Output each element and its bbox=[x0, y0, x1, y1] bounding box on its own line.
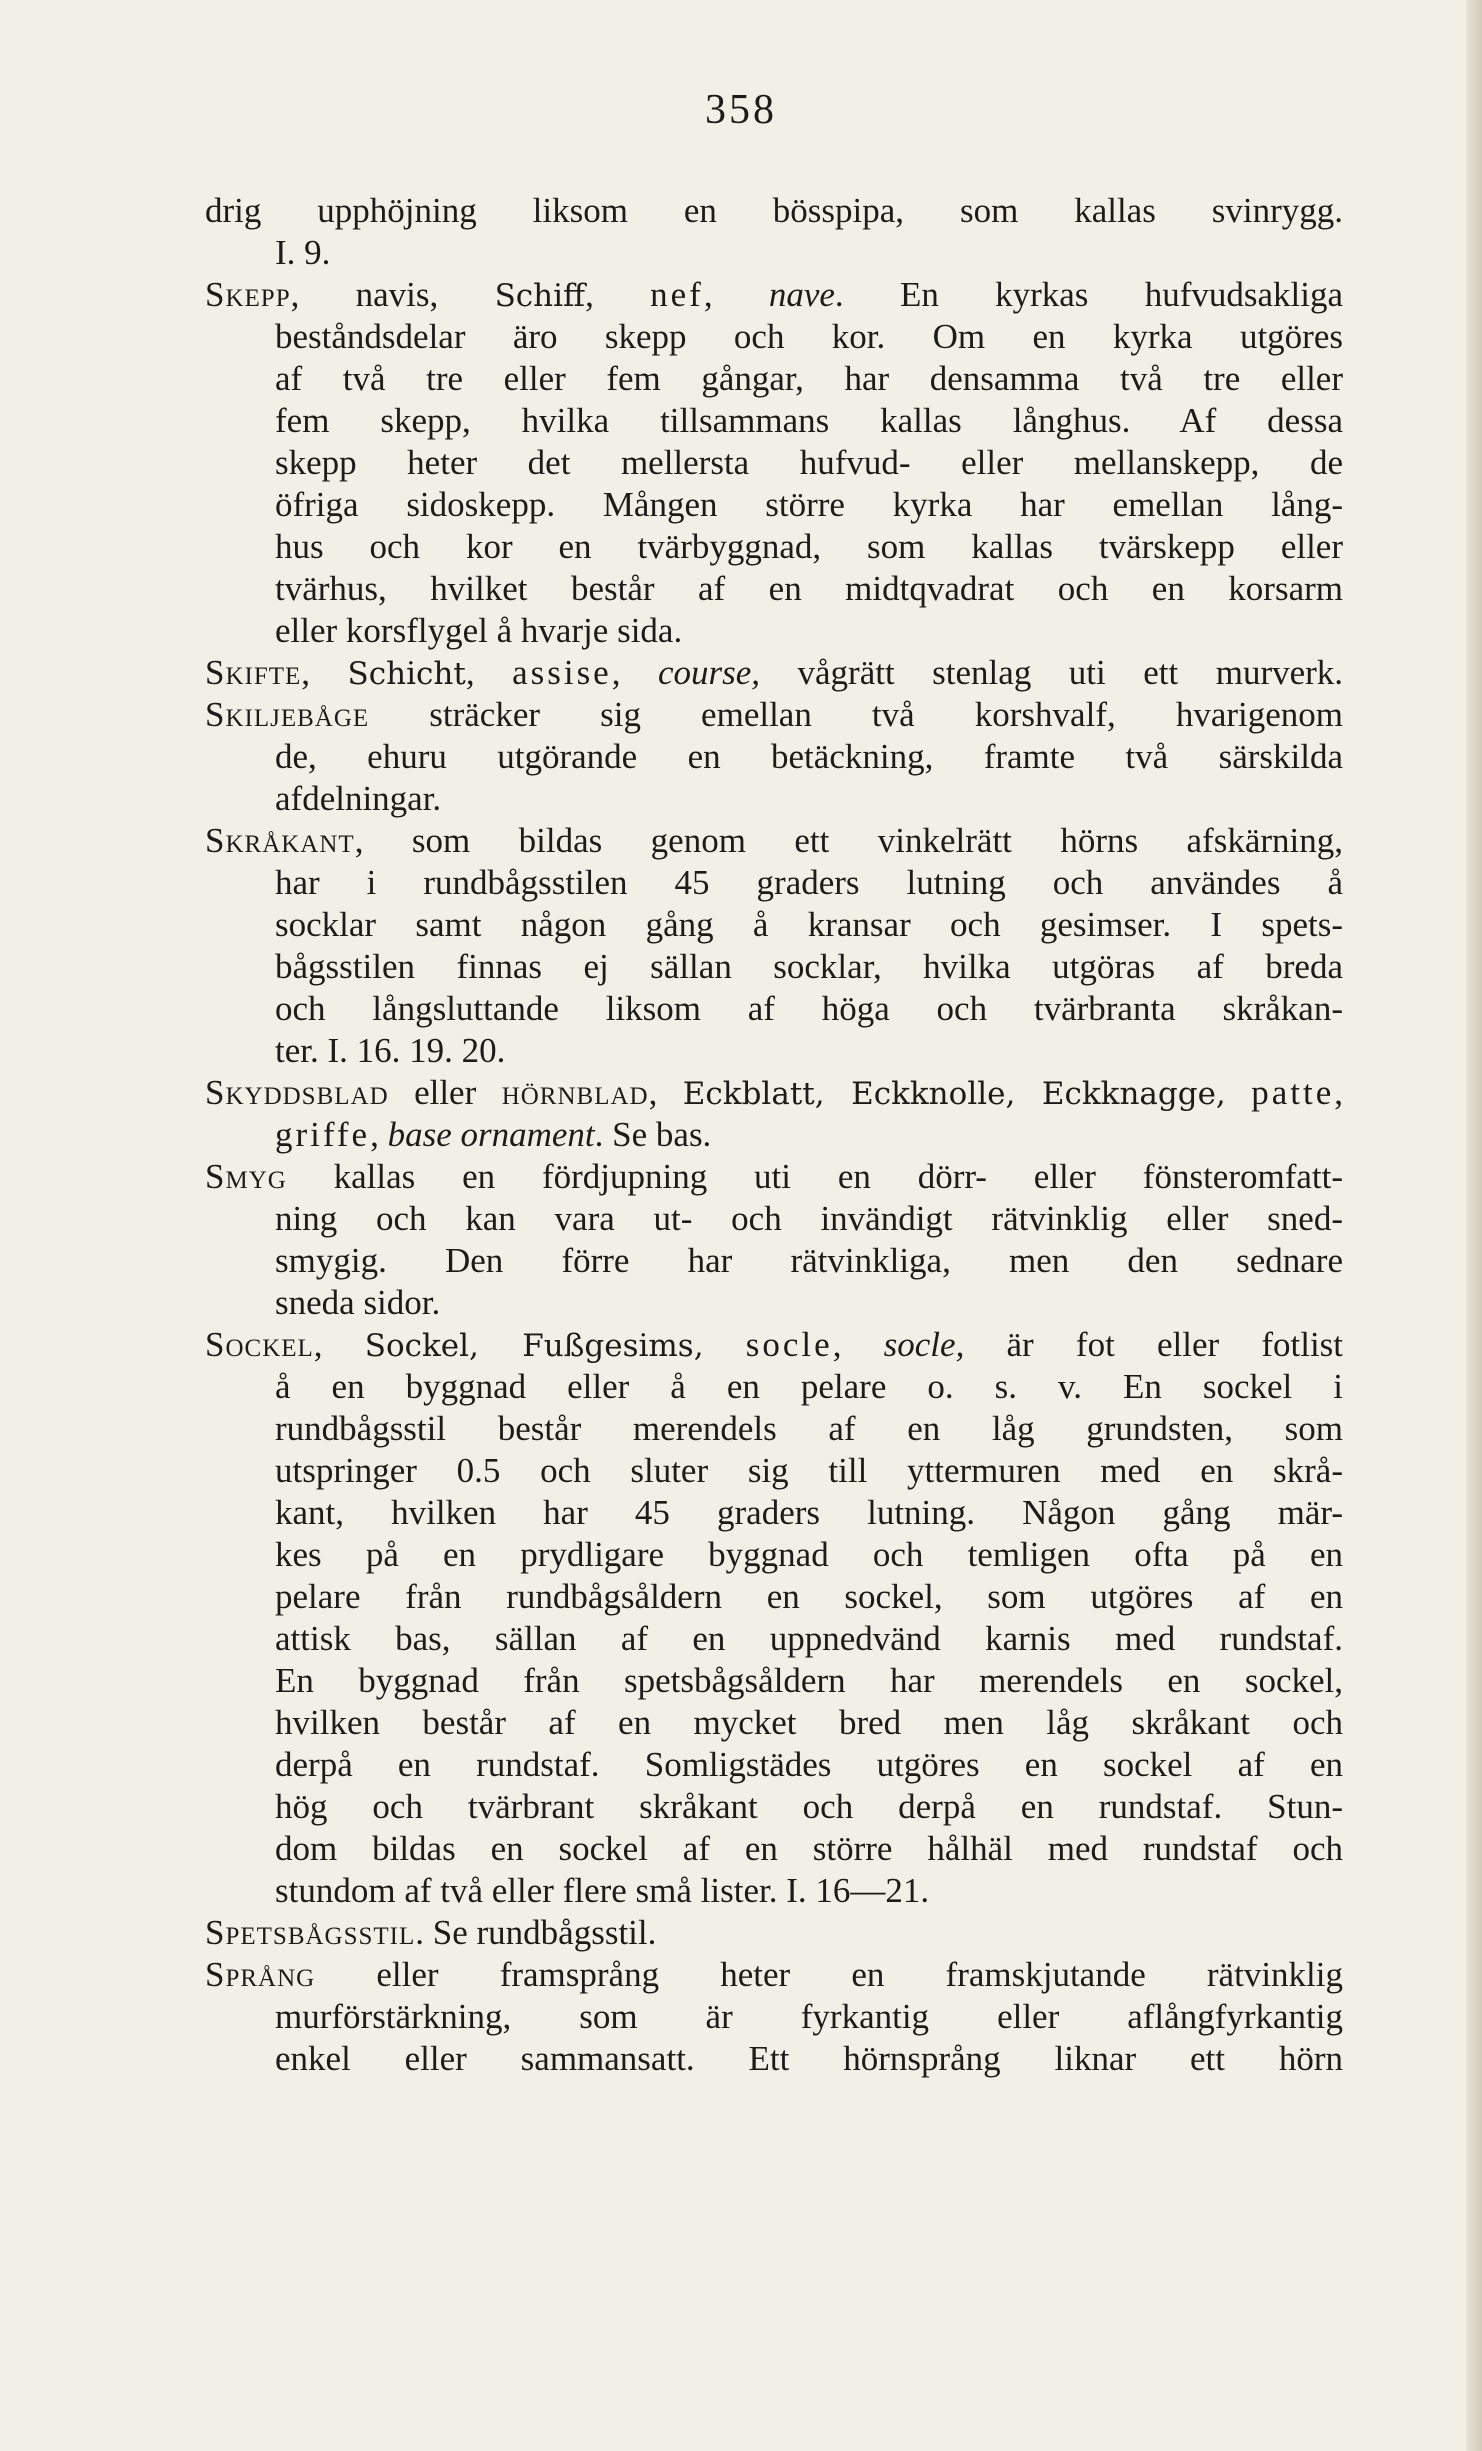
entry-sprang: Språng eller framsprång heter en framskjutande rätvinklig bbox=[205, 1955, 1343, 1994]
page-edge-shadow bbox=[1466, 0, 1482, 2451]
entry-skepp: Skepp, navis, Schiff, nef, nave. En kyrkas hufvudsakliga bbox=[205, 275, 1343, 314]
text-line: hvilken består af en mycket bred men låg skråkant och bbox=[275, 1703, 1343, 1742]
headword: Skyddsblad bbox=[205, 1073, 389, 1112]
entry-skrakant: Skråkant, som bildas genom ett vinkelrätt hörns afskärning, bbox=[205, 821, 1343, 860]
text-line: attisk bas, sällan af en uppnedvänd karnis med rundstaf. bbox=[275, 1619, 1343, 1658]
german-term: Schicht bbox=[347, 656, 466, 692]
text-line: och långsluttande liksom af höga och tvärbranta skråkan- bbox=[275, 989, 1343, 1028]
text-line: socklar samt någon gång å kransar och gesimser. I spets- bbox=[275, 905, 1343, 944]
entry-skifte: Skifte, Schicht, assise, course, vågrätt stenlag uti ett murverk. bbox=[205, 653, 1343, 692]
headword: Skifte bbox=[205, 653, 302, 692]
text-line: öfriga sidoskepp. Mången större kyrka har emellan lång- bbox=[275, 485, 1343, 524]
body-text bbox=[205, 190, 1343, 2080]
text-line: En byggnad från spetsbågsåldern har merendels en sockel, bbox=[275, 1661, 1343, 1700]
text-line: fem skepp, hvilka tillsammans kallas långhus. Af dessa bbox=[275, 401, 1343, 440]
text-line: I. 9. bbox=[275, 233, 331, 272]
text-line: rundbågsstil består merendels af en låg grundsten, som bbox=[275, 1409, 1343, 1448]
headword: Sockel bbox=[205, 1325, 314, 1364]
text-line: stundom af två eller flere små lister. I. 16—21. bbox=[275, 1871, 930, 1910]
text-line: ning och kan vara ut- och invändigt rätvinklig eller sned- bbox=[275, 1199, 1343, 1238]
english-term: nave bbox=[768, 275, 835, 314]
text-line: kes på en prydligare byggnad och temligen ofta på en bbox=[275, 1535, 1343, 1574]
text-line: å en byggnad eller å en pelare o. s. v. En sockel i bbox=[275, 1367, 1343, 1406]
text-line: hus och kor en tvärbyggnad, som kallas tvärskepp eller bbox=[275, 527, 1343, 566]
text-line: afdelningar. bbox=[275, 779, 442, 818]
german-term: Eckblatt, Eckknolle, Eckknagge, bbox=[682, 1076, 1226, 1112]
headword: Skepp bbox=[205, 275, 291, 314]
headword: Smyg bbox=[205, 1157, 287, 1196]
text-line: drig upphöjning liksom en bösspipa, som kallas svinrygg. bbox=[205, 191, 1343, 230]
text-line: sneda sidor. bbox=[275, 1283, 441, 1322]
text-line: eller korsflygel å hvarje sida. bbox=[275, 611, 683, 650]
french-term: assise bbox=[512, 653, 612, 692]
french-term: socle bbox=[745, 1325, 833, 1364]
german-term: Sockel, Fußgesims, bbox=[364, 1328, 704, 1364]
headword-alt: hörnblad bbox=[501, 1073, 649, 1112]
text-line: murförstärkning, som är fyrkantig eller aflångfyrkantig bbox=[275, 1997, 1343, 2036]
text-line: har i rundbågsstilen 45 graders lutning och användes å bbox=[275, 863, 1343, 902]
french-term: nef bbox=[650, 275, 704, 314]
text-line: enkel eller sammansatt. Ett hörnsprång liknar ett hörn bbox=[275, 2039, 1343, 2078]
english-term: base ornament bbox=[387, 1115, 595, 1154]
text-line: bågsstilen finnas ej sällan socklar, hvilka utgöras af breda bbox=[275, 947, 1343, 986]
headword: Skråkant bbox=[205, 821, 355, 860]
text-line: hög och tvärbrant skråkant och derpå en rundstaf. Stun- bbox=[275, 1787, 1343, 1826]
headword: Spetsbågsstil bbox=[205, 1913, 416, 1952]
text-line: utspringer 0.5 och sluter sig till yttermuren med en skrå- bbox=[275, 1451, 1343, 1490]
text-line: kant, hvilken har 45 graders lutning. Någon gång mär- bbox=[275, 1493, 1343, 1532]
entry-skyddsblad: Skyddsblad eller hörnblad, Eckblatt, Eckknolle, Eckknagge, patte, bbox=[205, 1073, 1343, 1112]
text-line: dom bildas en sockel af en större hålhäl med rundstaf och bbox=[275, 1829, 1343, 1868]
english-term: socle, bbox=[883, 1325, 965, 1364]
french-term: patte bbox=[1251, 1073, 1335, 1112]
text-line: beståndsdelar äro skepp och kor. Om en kyrka utgöres bbox=[275, 317, 1343, 356]
text-line: de, ehuru utgörande en betäckning, framte två särskilda bbox=[275, 737, 1343, 776]
page-number: 358 bbox=[705, 87, 777, 133]
text-line: derpå en rundstaf. Somligstädes utgöres en sockel af en bbox=[275, 1745, 1343, 1784]
headword: Språng bbox=[205, 1955, 316, 1994]
text-line: ter. I. 16. 19. 20. bbox=[275, 1031, 506, 1070]
entry-skiljebage: Skiljebåge sträcker sig emellan två korshvalf, hvarigenom bbox=[205, 695, 1343, 734]
entry-spetsbagsstil: Spetsbågsstil. Se rundbågsstil. bbox=[205, 1913, 657, 1952]
german-term: Schiff bbox=[494, 278, 586, 314]
french-term: griffe bbox=[275, 1115, 371, 1154]
text-line: af två tre eller fem gångar, har densamma två tre eller bbox=[275, 359, 1343, 398]
text-line: smygig. Den förre har rätvinkliga, men den sednare bbox=[275, 1241, 1343, 1280]
text-line: griffe, base ornament. Se bas. bbox=[275, 1115, 712, 1154]
headword: Skiljebåge bbox=[205, 695, 370, 734]
english-term: course, bbox=[657, 653, 761, 692]
entry-sockel: Sockel, Sockel, Fußgesims, socle, socle, är fot eller fotlist bbox=[205, 1325, 1343, 1364]
text-line: skepp heter det mellersta hufvud- eller mellanskepp, de bbox=[275, 443, 1343, 482]
entry-smyg: Smyg kallas en fördjupning uti en dörr- eller fönsteromfatt- bbox=[205, 1157, 1343, 1196]
text-line: tvärhus, hvilket består af en midtqvadrat och en korsarm bbox=[275, 569, 1343, 608]
text-line: pelare från rundbågsåldern en sockel, som utgöres af en bbox=[275, 1577, 1343, 1616]
